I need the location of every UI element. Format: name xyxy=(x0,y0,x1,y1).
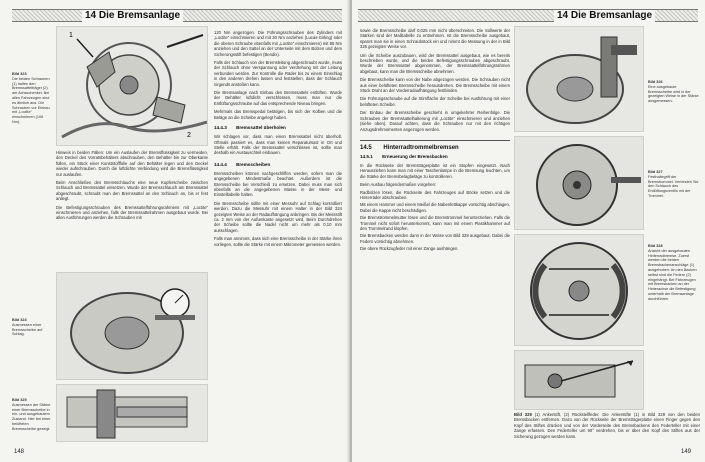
svg-text:1: 1 xyxy=(69,32,73,39)
caption-text: Ausmessen einer Bremsscheibe auf Schlag. xyxy=(12,322,43,337)
paragraph: Die Führungsschraube auf die Stirnfläche der Scheibe bei Ausführung mit einer belüfteten Scheibe. xyxy=(360,96,510,107)
paragraph: Die Bremsscheibe kann von der Nabe abgezogen werden. Die Schrauben nicht aus einer belüfteten Bremsscheibe herausdrehen. Die Bremsscheibe mit einem Stück Draht an der Vorderradaufhängung festbinden. xyxy=(360,77,510,94)
paragraph: Bremsscheiben können nachgeschliffen werden, sofern man die angegebenen Mindestmaße beachtet. Außerdem ist die Bremsscheibe bei Verschleiß zu ersetzen. Dabei muss man sich ebenfalls an die angegebenen Masse in der Mess- und Einstelltabelle halten. xyxy=(214,170,342,198)
dial-gauge-illustration xyxy=(57,273,208,380)
paragraph: In die Rückseite der Bremsträgerplatte ist ein Stopfen eingesetzt. Nach Herausziehen kann man mit einer Taschenlampe in die Bremsung leuchten, um die Stärke der Bremsbelagbeläge zu kontrollieren. xyxy=(360,162,510,179)
caption-text: Ausmessen der Stärke einer Bremsscheibe in ein- und ausgebautem Zustand. Hier bei einer belüfteten Bremsscheibe gezeigt. xyxy=(12,402,51,431)
section-number: 14.4.4 xyxy=(214,161,227,167)
bullet-item: Die obere Rückzugfeder mit einer Zange aushängen. xyxy=(360,246,459,252)
brake-caliper-illustration xyxy=(57,27,208,146)
caption-label: Bild 327 xyxy=(648,170,663,174)
left-col1-text xyxy=(56,150,208,221)
right-page-number: 149 xyxy=(680,449,691,455)
caption-label: Bild 326 xyxy=(648,80,663,84)
right-page xyxy=(352,0,705,462)
right-col1-text xyxy=(360,28,510,252)
caption-label: Bild 323 xyxy=(12,72,27,76)
paragraph: Die Bremsanlage nach Einbau des Bremssattels entlüften. Wurde der Behälter luftdicht verschlossen, muss man nur die Entlüftungsschraube auf das entsprechende Niveau bringen. xyxy=(214,90,342,106)
right-caption-2 xyxy=(648,170,700,199)
caption-text: Die beiden Schrauben (1) halten den Bremssattelträger (2) am Achsschenkel. Bei allen Fahrzeugen sind es ähnlich aus. Die Schrauben vor Einbau mit „Loctite“ einschmieren (106 Nm). xyxy=(12,76,50,124)
paragraph: sowie die Bremsscheibe darf 0,025 mm nicht überschreiten. Die Sollwerte der Stärken sind der Maßtabelle zu entnehmen. Ist die Bremsscheibe ausgebaut, spannt man sie in einen Schraubstock ein und nimmt die Messung in der in Bild 326 gezeigten Weise vor. xyxy=(360,28,510,50)
section-heading-14-4-3 xyxy=(214,125,342,131)
subsection-number: 14.5.1 xyxy=(360,153,373,159)
section-title: Bremsscheiben xyxy=(236,161,271,167)
section-heading-14-4-4 xyxy=(214,162,342,168)
micrometer-illustration xyxy=(57,385,208,442)
right-col2-text xyxy=(514,412,700,439)
caption-label: Bild 328 xyxy=(648,244,663,248)
right-caption-1 xyxy=(648,80,700,104)
paragraph xyxy=(514,412,700,439)
bullet-item: Radbolzen lösen, die Rückseite des Fahrzeuges auf Böcke setzen und die Hinterräder abschrauben. xyxy=(360,189,510,200)
section-number: 14.4.3 xyxy=(214,125,227,131)
left-page-number: 148 xyxy=(14,449,25,455)
section-title: Hinterradtrommelbremsen xyxy=(383,144,459,151)
brake-disc-illustration xyxy=(515,27,644,132)
paragraph-text: Die Ankerstifte (1) in Bild 329 von den beiden Bremsbacken entfernen. Dazu von der Rückseite der Bremsträgerplatte einen Finger gegen den Kopf des Stiftes drücken und von der Vorderseite des Bremsbackens den Federteller mit einer Zange erfassen. Den Federteller um 90° verdrehen, bis er über den Kopf des Stiftes aus der Sicherung gezogen werden kann. xyxy=(514,412,701,439)
right-caption-3 xyxy=(648,244,700,302)
brake-drum-photo xyxy=(514,136,644,230)
brake-disc-measure-photo xyxy=(514,26,644,132)
section-title: Bremssattel überholen xyxy=(236,125,286,131)
drum-brake-assembly-photo xyxy=(514,234,644,346)
caption-label: Bild 324 xyxy=(12,318,27,322)
subsection-title: Erneuerung der Bremsbacken xyxy=(382,153,448,159)
paragraph: Beim Ausbau folgendermaßen vorgehen: xyxy=(360,182,437,188)
paragraph: Hinweis in beiden Fällen: Um ein Auslaufen der Bremsflüssigkeit zu vermeiden, den Deckel des Vorratsbehälters abschrauben, den Behälter bis zur Oberkante füllen, ein Stück einer Kunststofffolie auf den Behälter legen und den Deckel wieder aufschrauben. Durch die luftdichte Verbindung wird die Bremsflüssigkeit nur auslaufen. xyxy=(56,150,208,177)
left-page xyxy=(0,0,350,462)
paragraph: Die Bremsscheibe sollte mit einer Messuhr auf Schlag kontrolliert werden. Dazu die Messuhr mit einem Halter in der Bild 324 gezeigten Weise an der Radaufhängung anbringen. Bis der Messstift ca. 2 mm von der Außenkante angesetzt wird, Beim Durchdrehen der Scheibe sollte die Nadel nicht um mehr als 0,10 mm ausschlagen. xyxy=(214,200,342,233)
caption-text: Ansicht der ausgebauten Hinterradbremse. Zuerst werden die beiden Bremsbackenanschläge (1) ausgehoben. An den Backen selbst sind die Federn (2) eingehängt. Bei Fahrzeugen mit Bremsbacken an der Hinterachse die Befestigung unterhalb der Bremsanlage durchführen. xyxy=(648,248,697,301)
caption-text: Eine ausgebaute Bremsscheibe wird in der gezeigten Weise in der Stärke ausgemessen. xyxy=(648,84,699,104)
section-heading-14-5 xyxy=(360,140,510,152)
paragraph: Beim Anschließen des Bremsschlauchs eine neue Kupferscheibe zwischen Schlauch und Bremssattel einsetzen. Wurde der Bremsschlauch am Bremssattel abgeschraubt, schraubt man den Bremssattel an den Schlauch an, bis er fest anliegt. xyxy=(56,180,208,202)
left-caption-1 xyxy=(12,72,52,125)
left-caption-3 xyxy=(12,398,52,432)
caption-label: Bild 329 xyxy=(514,412,532,417)
bullet-item: Die Bremsbacken werden dann in der Weise von Bild 328 ausgebaut. Dabei die Federn vorsichtig abnehmen. xyxy=(360,233,510,244)
section-number: 14.5 xyxy=(360,144,372,151)
anchor-pin-illustration xyxy=(515,351,644,410)
caption-text: Festhaltegriff der Bremstrommel: Verbinden Sie den Schlauch des Entlüftungsventils mit der Trommel. xyxy=(648,174,699,198)
brake-caliper-photo xyxy=(56,26,208,146)
paragraph: Mehrmals das Bremspedal betätigen, bis sich der Kolben und die Beläge an die Scheibe angelegt haben. xyxy=(214,109,342,120)
anchor-pin-photo xyxy=(514,350,644,410)
right-page-header xyxy=(358,9,698,22)
right-header-title: 14 Die Bremsanlage xyxy=(554,10,655,22)
brake-drum-illustration xyxy=(515,137,644,230)
left-page-header xyxy=(12,9,342,22)
paragraph: Falls man annimmt, dass sich eine Bremsscheibe in der Stärke ihren vorliegen, sollte die Stärke mit einem Mikrometer gemessen werden. xyxy=(214,236,342,247)
left-col2-text xyxy=(214,30,342,247)
left-caption-2 xyxy=(12,318,52,337)
paragraph: 120 Nm angezogen. Die Führungsschrauben des Zylinders mit „Loctite“ einschmieren und mit 30 Nm anziehen (Lucas-Girling) oder die oberen Schraube ebenfalls mit „Loctite“ einschmieren) mit 85 Nm anziehen und den Sattel an der Unterseite mit dem Bolzen und dem Sicherungsstift befestigen (Bendix). xyxy=(214,30,342,57)
svg-text:2: 2 xyxy=(187,132,191,139)
caption-text: (1) Ankerstift, (2) Rückstellfeder. xyxy=(534,412,600,417)
caption-label: Bild 325 xyxy=(12,398,27,402)
left-header-title: 14 Die Bremsanlage xyxy=(82,10,183,22)
drum-brake-assembly-illustration xyxy=(515,235,644,346)
paragraph: Um die Scheibe auszubauen, wird der Bremssattel ausgebaut, wie es bereits beschrieben wurde, und die beiden Befestigungsschrauben abgeschraubt. Wurde der Bremssattel abgenommen, der Bremssattelführungsrahmen abgebaut, kann man die Bremsscheibe abnehmen. xyxy=(360,52,510,74)
paragraph: Falls der Schlauch von der Bremsleitung abgeschraubt wurde, muss der Schlauch ohne Verspannung oder Verdrehung mit der Leitung verbunden werden. Zur Kontrolle die Räder bis zu einem Einschlag in den anderen drehen lassen und feststellen, dass der Schlauch nirgends anstoßen kann. xyxy=(214,60,342,87)
dial-gauge-photo xyxy=(56,272,208,380)
paragraph: Der Einbau der Bremsscheibe geschieht in umgekehrter Reihenfolge. Die Schrauben der Bremssattelhalterung mit „Loctite“ einschmieren und anziehen (siehe oben). Darauf achten, dass die Schrauben nur mit den richtigen Anzugsdrehmomenten angezogen werden. xyxy=(360,110,510,132)
subsection-heading-14-5-1 xyxy=(360,154,510,160)
paragraph: Wir schlagen vor, dass man einen Bremssattel nicht überholt. Oftmals passiert es, dass man keinen Reparatursatz in Ort und Stelle erhält. Falls der Bremssattel verschlissen ist, sollte man deshalb ein Austauschteil einbauen. xyxy=(214,134,342,156)
paragraph: Die Befestigungsschrauben des Bremssattelführungsrahmens mit „Loctite“ einschmieren und anziehen, falls der Bremssattelrahmen ausgebaut wurde. Bei allen Ausführungen werden die Schrauben mit xyxy=(56,204,208,221)
bullet-item: Die Bremstrommelmutter lösen und die Bremstrommel herunterziehen. Falls die Trommel nicht sofort herunterkommt, kann man mit einem Plastikhammer auf den Trommelrand klopfen. xyxy=(360,215,510,231)
bullet-item: Mit einem Hammer und einem Meißel die Nabenfettkappe vorsichtig abschlagen. Dabei die Kappe nicht beschädigen. xyxy=(360,202,510,213)
micrometer-photo xyxy=(56,384,208,442)
